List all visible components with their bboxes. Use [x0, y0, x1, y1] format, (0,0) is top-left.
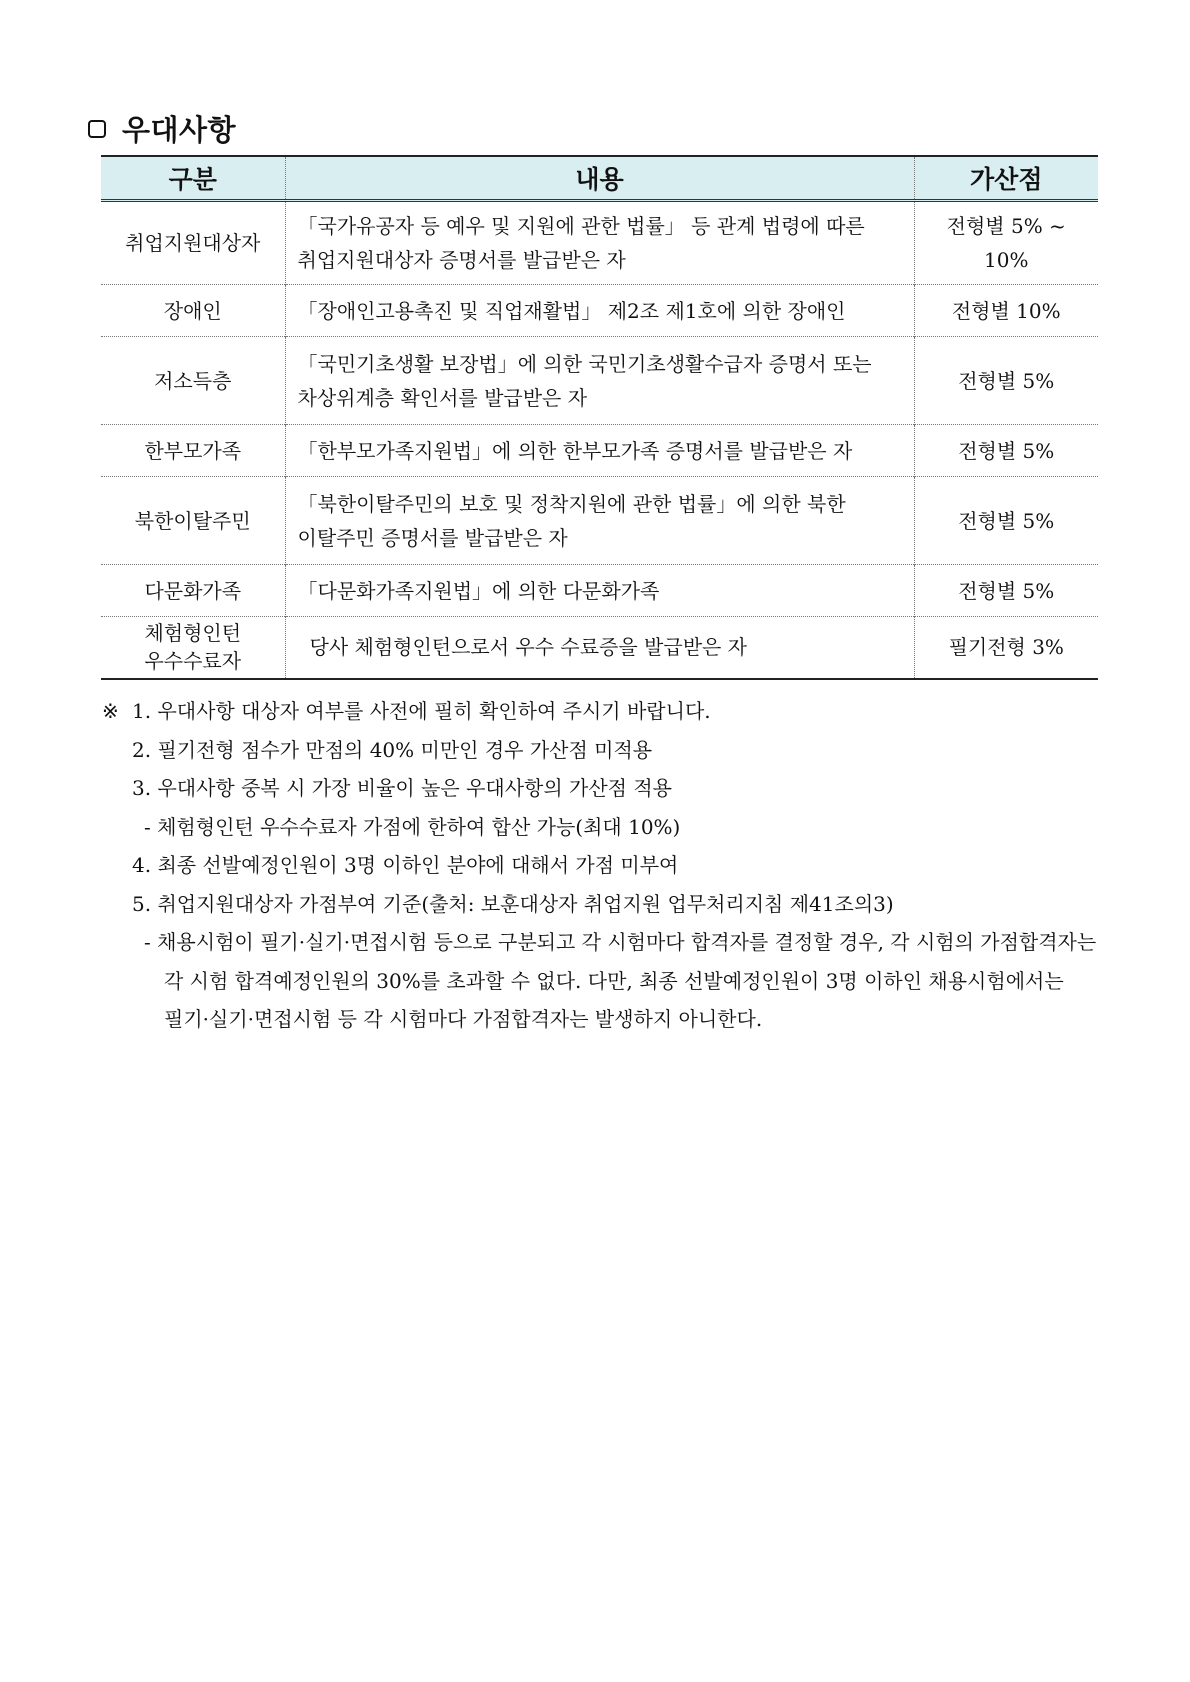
row-content: [285, 565, 914, 617]
note-subitem: [102, 808, 1112, 847]
row-content: [285, 337, 914, 425]
row-category: 취업지원대상자: [125, 231, 261, 255]
header-category: 구분: [101, 156, 285, 201]
row-category: 다문화가족: [101, 565, 285, 617]
note-text: 필기·실기·면접시험 등 각 시험마다 가점합격자는 발생하지 아니한다.: [164, 1007, 763, 1031]
table-row: [101, 565, 1098, 617]
empty-square-icon: [88, 120, 106, 138]
table-row: [101, 285, 1098, 337]
table-row: [101, 617, 1098, 679]
notes-section: [102, 692, 1112, 1039]
note-item: [102, 731, 1112, 770]
content-line: 당사 체험형인턴으로서 우수 수료증을 발급받은 자: [309, 635, 748, 660]
section-heading: [88, 108, 236, 149]
category-line: 체험형인턴: [144, 621, 242, 646]
note-text: 각 시험 합격예정인원의 30%를 초과할 수 없다. 다만, 최종 선발예정인원이 3명 이하인 채용시험에서는: [164, 968, 1064, 993]
note-item: [102, 769, 1112, 808]
table-row: [101, 337, 1098, 425]
row-points: 전형별 5%: [914, 565, 1098, 617]
note-text: 4. 최종 선발예정인원이 3명 이하인 분야에 대해서 가점 미부여: [132, 853, 679, 877]
content-line: 이탈주민 증명서를 발급받은 자: [297, 525, 568, 550]
note-continuation: [102, 962, 1112, 1001]
row-points: 전형별 5% ~ 10%: [914, 201, 1098, 285]
content-line: 「국가유공자 등 예우 및 지원에 관한 법률」 등 관계 법령에 따른: [297, 214, 865, 238]
table-row: [101, 201, 1098, 285]
row-content: [285, 201, 914, 285]
row-content: [285, 617, 914, 679]
content-line: 「장애인고용촉진 및 직업재활법」 제2조 제1호에 의한 장애인: [297, 298, 846, 323]
header-content: 내용: [285, 156, 914, 201]
note-item: [102, 692, 1112, 731]
note-text: 2. 필기전형 점수가 만점의 40% 미만인 경우 가산점 미적용: [132, 737, 653, 762]
note-continuation: [102, 1000, 1112, 1039]
row-points: 필기전형 3%: [914, 617, 1098, 679]
reference-mark: ※: [102, 699, 119, 723]
note-text: - 채용시험이 필기·실기·면접시험 등으로 구분되고 각 시험마다 합격자를 결정할 경우, 각 시험의 가점합격자는: [144, 930, 1097, 954]
note-text: 3. 우대사항 중복 시 가장 비율이 높은 우대사항의 가산점 적용: [132, 776, 672, 800]
preference-table: [101, 155, 1098, 680]
row-points: 전형별 5%: [914, 337, 1098, 425]
content-line: 차상위계층 확인서를 발급받은 자: [297, 385, 588, 410]
row-category: 장애인: [101, 285, 285, 337]
row-points: 전형별 5%: [914, 477, 1098, 565]
note-text: 1. 우대사항 대상자 여부를 사전에 필히 확인하여 주시기 바랍니다.: [132, 699, 711, 723]
table-header-row: [101, 156, 1098, 201]
note-text: 5. 취업지원대상자 가점부여 기준(출처: 보훈대상자 취업지원 업무처리지침 제41조의3): [132, 891, 894, 916]
content-line: 취업지원대상자 증명서를 발급받은 자: [297, 248, 626, 272]
row-category: [101, 617, 285, 679]
table-row: [101, 477, 1098, 565]
row-points: 전형별 5%: [914, 425, 1098, 477]
note-subitem: [102, 923, 1112, 962]
row-category: 저소득층: [101, 337, 285, 425]
note-text: - 체험형인턴 우수수료자 가점에 한하여 합산 가능(최대 10%): [144, 814, 681, 839]
content-line: 「다문화가족지원법」에 의한 다문화가족: [297, 578, 660, 603]
section-title: 우대사항: [122, 113, 237, 147]
row-content: [285, 425, 914, 477]
row-category: 한부모가족: [101, 425, 285, 477]
row-category: 북한이탈주민: [101, 477, 285, 565]
header-points: 가산점: [914, 156, 1098, 201]
content-line: 「한부모가족지원법」에 의한 한부모가족 증명서를 발급받은 자: [297, 438, 853, 463]
note-item: [102, 846, 1112, 885]
content-line: 「국민기초생활 보장법」에 의한 국민기초생활수급자 증명서 또는: [297, 351, 872, 376]
category-line: 우수수료자: [144, 649, 242, 674]
table-row: [101, 425, 1098, 477]
row-content: [285, 285, 914, 337]
row-content: [285, 477, 914, 565]
note-item: [102, 885, 1112, 924]
row-points: 전형별 10%: [914, 285, 1098, 337]
content-line: 「북한이탈주민의 보호 및 정착지원에 관한 법률」에 의한 북한: [297, 491, 846, 516]
